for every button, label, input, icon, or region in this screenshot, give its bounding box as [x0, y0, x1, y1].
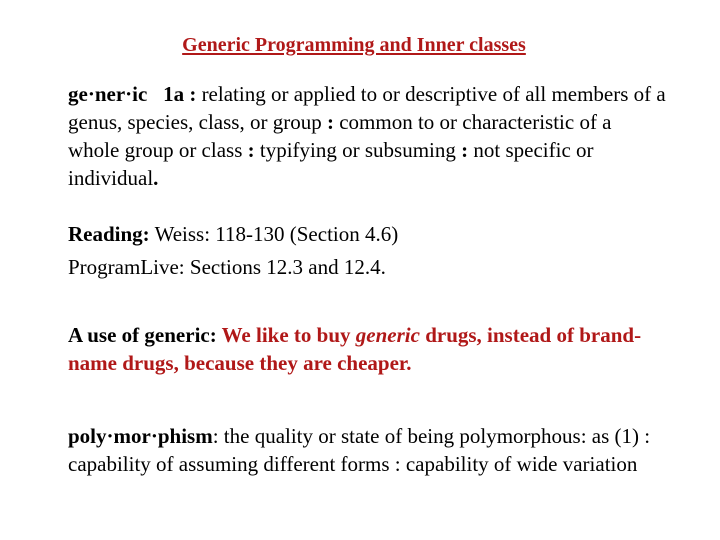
generic-use-text-after: drugs, instead of brand-name drugs, because they are cheaper. [68, 323, 642, 375]
definition-separator-3: : [455, 138, 474, 162]
definition-text-3: typifying or subsuming [259, 138, 456, 162]
definition-end: . [153, 166, 159, 190]
definition-text-4: not specific or individual [68, 138, 594, 190]
generic-use-text-before: We like to buy [221, 323, 351, 347]
definition-sense-number: 1a [163, 82, 185, 106]
generic-definition [68, 80, 668, 192]
definition-headword: ge·ner·ic [68, 82, 148, 106]
definition-text-1: relating or applied to or descriptive of all members of a genus, species, class, or group [68, 82, 666, 134]
definition-separator-2: : [242, 138, 260, 162]
reading-weiss: Weiss: 118-130 (Section 4.6) [154, 222, 399, 246]
definition-text-2: common to or characteristic of a whole group or class [68, 110, 612, 162]
reading-section [68, 218, 668, 284]
reading-line-2: ProgramLive: Sections 12.3 and 12.4. [68, 255, 386, 279]
polymorphism-headword: poly·mor·phism [68, 424, 213, 448]
definition-separator-1: : [321, 110, 340, 134]
polymorphism-text: : the quality or state of being polymorphous: as (1) : capability of assuming different forms : capability of wide variation [68, 424, 651, 476]
generic-use-italic-word: generic [355, 323, 420, 347]
reading-label: Reading: [68, 222, 150, 246]
generic-use-example [68, 321, 668, 377]
definition-sense-separator: : [184, 82, 202, 106]
reading-line-1 [68, 218, 668, 251]
polymorphism-definition [68, 422, 668, 478]
slide-title: Generic Programming and Inner classes [182, 34, 526, 56]
generic-use-label: A use of generic: [68, 323, 217, 347]
